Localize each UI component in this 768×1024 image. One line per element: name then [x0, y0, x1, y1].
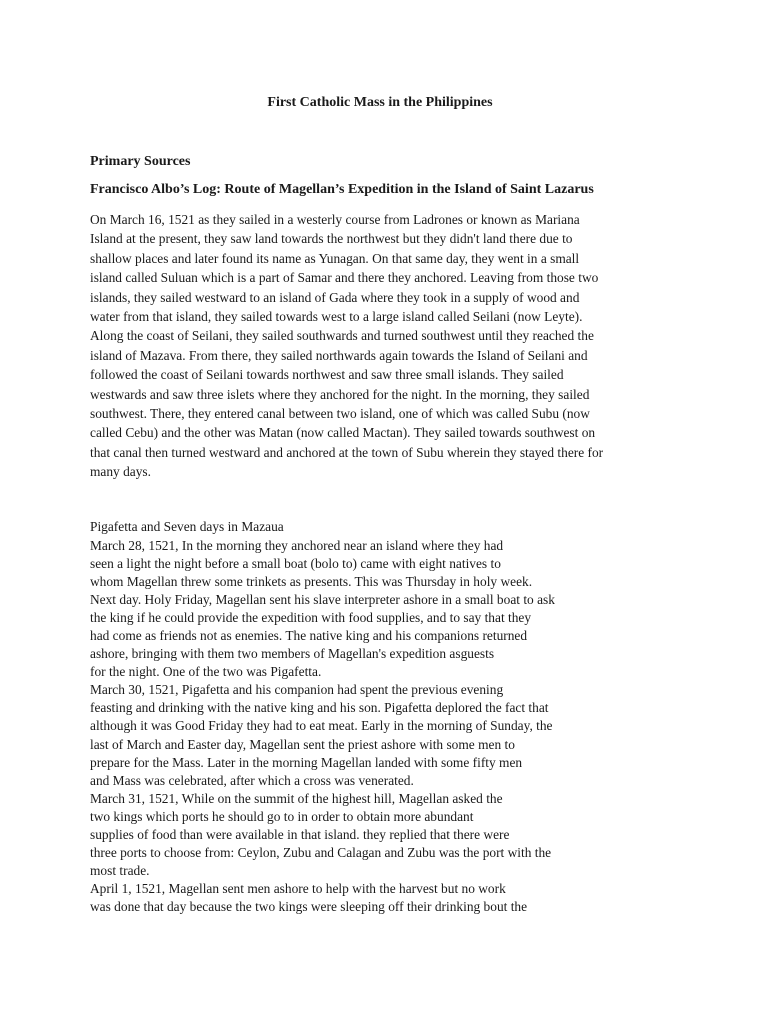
text-line: March 28, 1521, In the morning they anchored near an island where they had [90, 538, 504, 553]
text-line: On March 16, 1521 as they sailed in a westerly course from Ladrones or known as Mariana [90, 212, 580, 227]
text-line: although it was Good Friday they had to eat meat. Early in the morning of Sunday, the [90, 718, 553, 734]
text-line: shallow places and later found its name as Yunagan. On that same day, they went in a small [90, 250, 580, 266]
text-line: called Cebu) and the other was Matan (now called Mactan). They sailed towards southwest on [90, 425, 596, 441]
text-line: Along the coast of Seilani, they sailed southwards and turned southwest until they reached the [90, 328, 594, 344]
text-line: most trade. [90, 862, 150, 878]
text-line: three ports to choose from: Ceylon, Zubu and Calagan and Zubu was the port with the [90, 844, 552, 860]
text-line: last of March and Easter day, Magellan sent the priest ashore with some men to [90, 736, 515, 752]
text-line: followed the coast of Seilani towards northwest and saw three small islands. They sailed [90, 367, 564, 383]
text-line: many days. [90, 464, 151, 480]
pigafetta-heading: Pigafetta and Seven days in Mazaua [90, 519, 284, 534]
text-line: island of Mazava. From there, they sailed northwards again towards the Island of Seilani and [90, 347, 588, 363]
text-line: prepare for the Mass. Later in the morning Magellan landed with some fifty men [90, 754, 523, 770]
text-line: had come as friends not as enemies. The native king and his companions returned [90, 628, 528, 644]
text-line: seen a light the night before a small boat (bolo to) came with eight natives to [90, 556, 501, 572]
text-line: ashore, bringing with them two members of Magellan's expedition asguests [90, 646, 495, 662]
text-line: Next day. Holy Friday, Magellan sent his slave interpreter ashore in a small boat to ask [90, 592, 555, 608]
text-line: that canal then turned westward and anchored at the town of Subu wherein they stayed there for [90, 444, 604, 460]
text-line: island called Suluan which is a part of Samar and there they anchored. Leaving from those two [90, 270, 599, 286]
text-line: whom Magellan threw some trinkets as presents. This was Thursday in holy week. [90, 574, 533, 590]
text-line: islands, they sailed westward to an island of Gada where they took in a supply of wood and [90, 289, 580, 305]
albo-log-paragraph [90, 210, 670, 482]
document-page [90, 0, 670, 1024]
text-line: for the night. One of the two was Pigafetta. [90, 664, 322, 680]
text-line: feasting and drinking with the native king and his son. Pigafetta deplored the fact that [90, 700, 549, 716]
albo-log-heading: Francisco Albo’s Log: Route of Magellan’s Expedition in the Island of Saint Lazarus [90, 182, 594, 197]
text-line: westwards and saw three islets where they anchored for the night. In the morning, they sailed [90, 386, 590, 402]
text-line: supplies of food than were available in that island. they replied that there were [90, 826, 510, 842]
text-line: Island at the present, they saw land towards the northwest but they didn't land there due to [90, 231, 573, 247]
text-line: was done that day because the two kings were sleeping off their drinking bout the [90, 898, 528, 914]
document-title: First Catholic Mass in the Philippines [267, 95, 493, 110]
text-line: and Mass was celebrated, after which a cross was venerated. [90, 772, 414, 788]
text-line: southwest. There, they entered canal between two island, one of which was called Subu (now [90, 406, 590, 422]
section-heading: Primary Sources [90, 154, 191, 169]
text-line: water from that island, they sailed towards west to a large island called Seilani (now Leyte). [90, 309, 583, 325]
text-line: two kings which ports he should go to in order to obtain more abundant [90, 808, 474, 824]
text-line: March 31, 1521, While on the summit of the highest hill, Magellan asked the [90, 790, 503, 806]
text-line: March 30, 1521, Pigafetta and his companion had spent the previous evening [90, 682, 504, 698]
text-line: the king if he could provide the expedition with food supplies, and to say that they [90, 610, 532, 626]
text-line: April 1, 1521, Magellan sent men ashore to help with the harvest but no work [90, 880, 506, 896]
pigafetta-paragraph [90, 537, 670, 916]
